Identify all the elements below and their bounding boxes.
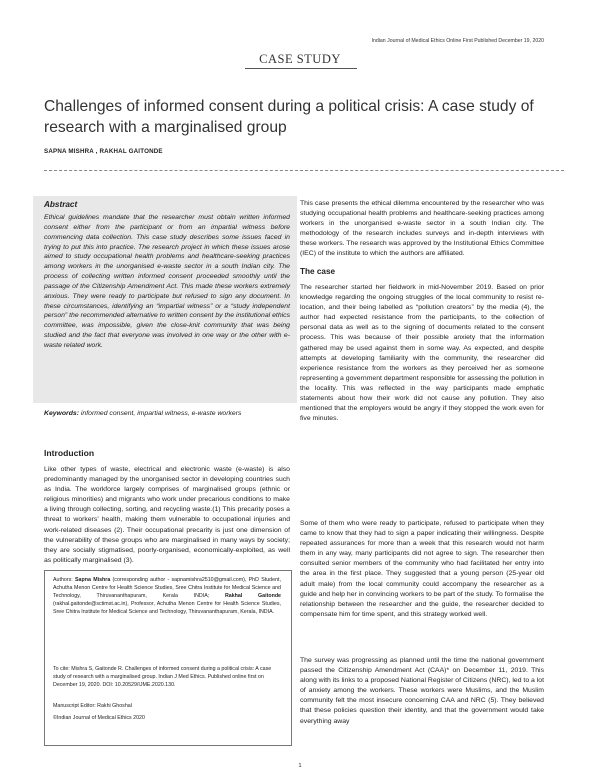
header-divider (44, 170, 564, 171)
page-number: 1 (298, 763, 302, 769)
article-title: Challenges of informed consent during a political crisis: A case study of research with a marginalised group (44, 98, 534, 136)
journal-publication-line: Indian Journal of Medical Ethics Online First Published December 19, 2020 (371, 38, 544, 44)
author1-details: (corresponding author - sapnamishra2510@gmail.com), PhD Student, Achutha Menon Centre for Health Science Studies, Sree Chitra Institute for Medical Science and Technology, Thiruvananthapuram, Kerala INDIA; (53, 577, 281, 599)
authors-label: Authors: (53, 577, 73, 583)
case-paragraph-3: The survey was progressing as planned until the time the national government passed the Citizenship Amendment Act (CAA)* on December 11, 2019. This along with its links to a proposed National Register of Citizens (NRC), led to a lot of anxiety among the workers. These workers were Muslims, and the Muslim community felt the most insecure concerning CAA and NRC (5). They believed that these policies question their identity, and that the government would take everything away (300, 657, 544, 725)
keywords-text: informed consent, impartial witness, e-waste workers (80, 410, 242, 417)
abstract-text: Ethical guidelines mandate that the researcher must obtain written informed consent either from the participant or from an impartial witness before commencing data collection. This case study describes some issues faced in trying to put this into practice. The research project in which these issues arose aimed to study occupational health problems and healthcare-seeking practices among workers in the unorganised e-waste sector in a south Indian city. The process of collecting written informed consent proceeded smoothly until the passage of the Citizenship Amendment Act. This made these workers extremely anxious. They were ready to participate but refused to sign any document. In these circumstances, identifying an “impartial witness” or a “study independent person” the recommended alternative to written consent by the institutional ethics committee, was impossible, given the close-knit community that was being studied and the fact that everyone was involved in one way or the other with e-waste related work. (44, 214, 290, 349)
citation: To cite: Mishra S, Gaitonde R. Challenges of informed consent during a political crisis: A case study of research with a marginalised group. Indian J Med Ethics. Published online first on December 19, 2020. DOI: 10.20529/IJME.2020.130. (53, 666, 272, 688)
section-label: CASE STUDY (259, 52, 341, 66)
copyright: ©Indian Journal of Medical Ethics 2020 (53, 715, 145, 721)
introduction-text: Like other types of waste, electrical and electronic waste (e-waste) is also predominantly managed by the unorganised sector in developing countries such as India. The workforce largely comprises of marginalised groups (ethnic or religious minorities) and migrants who work under precarious conditions to make a living through collecting, sorting, and recycling waste.(1) This precarity poses a threat to workers' health, making them vulnerable to occupational injuries and work-related diseases (2). Their occupational precarity is just one dimension of the vulnerability of these groups who are marginalised in many ways by society; they are socially stigmatised, poorly-organised, economically-exploited, as well as politically marginalised (3). (44, 466, 290, 564)
author2-name: Rakhal Gaitonde (224, 593, 282, 599)
author1-name: Sapna Mishra (75, 577, 111, 583)
manuscript-editor: Manuscript Editor: Rakhi Ghoshal (53, 703, 132, 709)
introduction-heading: Introduction (44, 448, 95, 458)
case-intro-paragraph: This case presents the ethical dilemma encountered by the researcher who was studying occupational health problems and healthcare-seeking practices among workers in the unorganised e-waste sector in a south Indian city. The methodology of the research includes surveys and in-depth interviews with these workers. The research was approved by the Institutional Ethics Committee (IEC) of the institute to which the authors are affiliated. (300, 200, 544, 258)
abstract-heading: Abstract (44, 200, 78, 209)
keywords-label: Keywords: (44, 410, 79, 417)
case-paragraph-2: Some of them who were ready to participate, refused to participate when they came to know that they had to sign a paper indicating their willingness. Despite repeated assurances for more than a week that this research would not harm them in any way, many participants did not agree to sign. The researcher then consulted senior members of the community who had facilitated her entry into the area in the first place. They suggested that a young person (25-year old adult male) from the local community could accompany the researcher as a guide and help her in convincing workers to be part of the study. To formalise the relationship between the researcher and the guide, the researcher decided to compensate him for time spent, and this strategy worked well. (300, 520, 544, 618)
author-names: SAPNA MISHRA , RAKHAL GAITONDE (44, 148, 163, 155)
author-affiliations (53, 576, 281, 616)
author2-details: (rakhal.gaitonde@sctimst.ac.in), Professor, Achutha Menon Centre for Health Science Studies, Sree Chitra Institute for Medical Science and Technology, Thiruvananthapuram, Kerala, INDIA. (53, 601, 281, 615)
case-heading: The case (300, 267, 336, 276)
section-label-underline (245, 68, 357, 69)
case-paragraph-1: The researcher started her fieldwork in mid-November 2019. Based on prior knowledge regarding the ongoing struggles of the local community to resist re-location, and their being labelled as “pollution creators” by the media (4), the author had expected resistance from the participants, to the collection of personal data as well as to the signing of documents related to the consent process. This was because of their possible anxiety that the information gathered may be used against them in some way. As expected, and despite attempts at developing familiarity with the community, the researcher did experience resistance from the workers as they perceived her as someone representing a government department responsible for assessing the pollution in the locality. This was reflected in the way participants made emphatic statements about how their work did not cause any pollution. They also mentioned that the employers would be angry if they stopped the work even for five minutes. (300, 284, 544, 423)
keywords (44, 410, 290, 417)
